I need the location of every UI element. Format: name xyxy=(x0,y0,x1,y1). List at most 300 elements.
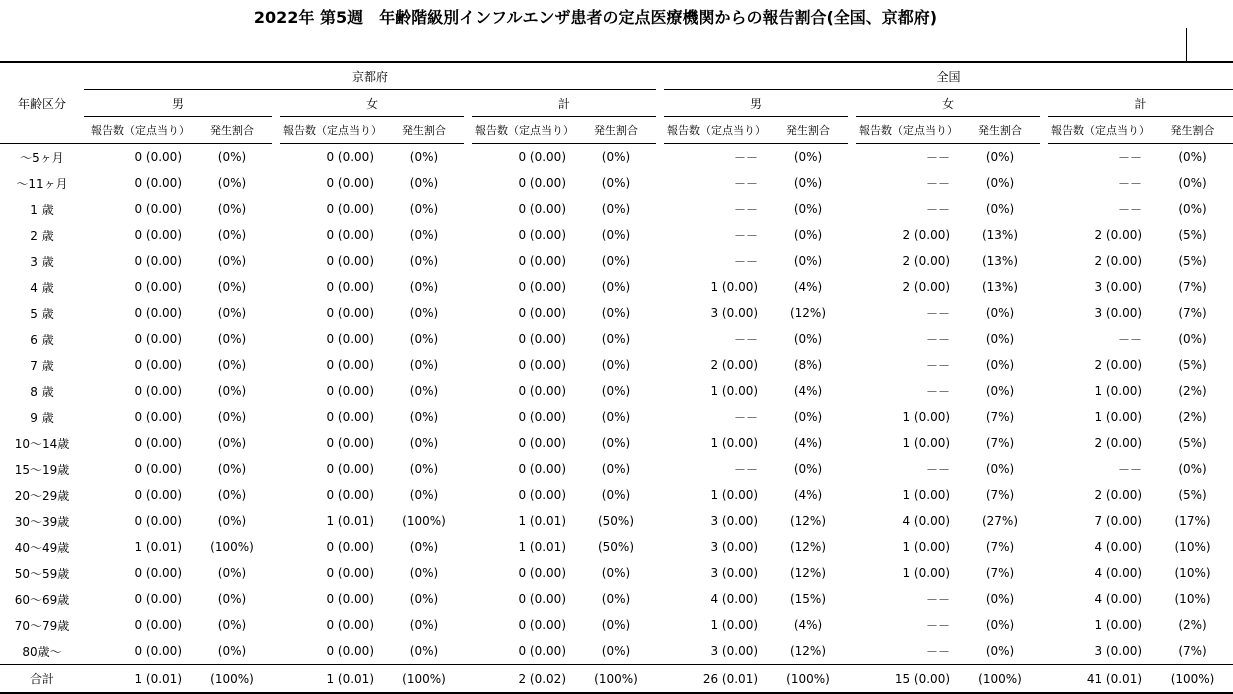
ratio-cell: (7%) xyxy=(985,410,1015,424)
ratio-cell: (7%) xyxy=(1178,644,1207,658)
report-count-cell: 0 (0.00) xyxy=(518,436,566,450)
column-gap xyxy=(464,665,472,694)
report-count-cell: 0 (0.00) xyxy=(518,488,566,502)
ratio-cell: (0%) xyxy=(217,592,247,606)
age-group-label: 6 歳 xyxy=(30,332,54,347)
table-row xyxy=(0,300,1233,326)
count-header: 報告数（定点当り） xyxy=(856,117,960,144)
ratio-cell: (0%) xyxy=(1178,462,1207,476)
report-count-cell: 0 (0.00) xyxy=(326,306,374,320)
report-count-cell: －－ xyxy=(734,462,759,477)
ratio-cell: (13%) xyxy=(981,280,1019,294)
table-row xyxy=(0,170,1233,196)
ratio-cell: (0%) xyxy=(217,228,247,242)
report-count-cell: 0 (0.00) xyxy=(518,358,566,372)
report-count-cell: －－ xyxy=(926,644,951,659)
ratio-cell: (0%) xyxy=(409,358,439,372)
column-gap xyxy=(272,326,280,352)
ratio-cell: (0%) xyxy=(793,150,823,164)
ratio-cell: (0%) xyxy=(1178,150,1207,164)
ratio-cell: (0%) xyxy=(601,462,631,476)
column-gap xyxy=(656,196,664,222)
column-gap xyxy=(1040,170,1048,196)
report-count-cell: 0 (0.00) xyxy=(326,436,374,450)
ratio-cell: (0%) xyxy=(601,488,631,502)
ratio-cell: (7%) xyxy=(985,436,1015,450)
ratio-cell: (0%) xyxy=(409,228,439,242)
column-gap xyxy=(848,665,856,694)
table-row xyxy=(0,456,1233,482)
report-count-cell: 1 (0.00) xyxy=(902,436,951,450)
report-count-cell: 3 (0.00) xyxy=(1094,306,1143,320)
column-gap xyxy=(848,534,856,560)
ratio-cell: (0%) xyxy=(217,358,247,372)
report-count-cell: 0 (0.00) xyxy=(134,618,182,632)
report-count-cell: 0 (0.00) xyxy=(326,150,374,164)
report-count-cell: 7 (0.00) xyxy=(1094,514,1143,528)
column-gap xyxy=(464,274,472,300)
ratio-cell: (0%) xyxy=(409,644,439,658)
age-group-label: ～11ヶ月 xyxy=(16,176,68,191)
column-gap xyxy=(1040,274,1048,300)
column-gap xyxy=(1040,430,1048,456)
age-group-header: 年齢区分 xyxy=(0,62,84,144)
ratio-cell: (0%) xyxy=(409,436,439,450)
column-gap xyxy=(656,482,664,508)
table-row xyxy=(0,378,1233,404)
report-count-cell: －－ xyxy=(734,150,759,165)
ratio-cell: (27%) xyxy=(981,514,1019,528)
ratio-cell: (0%) xyxy=(1178,332,1207,346)
column-gap xyxy=(1040,456,1048,482)
ratio-cell: (0%) xyxy=(409,384,439,398)
report-count-cell: －－ xyxy=(926,176,951,191)
report-count-cell: －－ xyxy=(1118,462,1143,477)
ratio-cell: (0%) xyxy=(217,176,247,190)
ratio-cell: (7%) xyxy=(1178,306,1207,320)
ratio-cell: (5%) xyxy=(1178,358,1207,372)
report-count-cell: 1 (0.01) xyxy=(84,665,192,694)
report-count-cell: －－ xyxy=(926,202,951,217)
column-gap xyxy=(656,586,664,612)
column-gap xyxy=(1040,560,1048,586)
ratio-cell: (10%) xyxy=(1174,566,1211,580)
column-gap xyxy=(272,170,280,196)
column-gap xyxy=(1040,665,1048,694)
report-count-cell: 0 (0.00) xyxy=(518,228,566,242)
column-gap xyxy=(464,326,472,352)
column-gap xyxy=(272,638,280,665)
column-gap xyxy=(848,300,856,326)
report-count-cell: 4 (0.00) xyxy=(1094,592,1143,606)
report-count-cell: 0 (0.00) xyxy=(134,566,182,580)
report-count-cell: 0 (0.00) xyxy=(134,644,182,658)
report-count-cell: 0 (0.00) xyxy=(518,306,566,320)
report-count-cell: 2 (0.00) xyxy=(710,358,759,372)
column-gap xyxy=(464,560,472,586)
report-count-cell: 0 (0.00) xyxy=(326,644,374,658)
report-count-cell: 0 (0.00) xyxy=(326,540,374,554)
age-group-label: ～5ヶ月 xyxy=(20,150,64,165)
column-gap xyxy=(848,144,856,171)
report-count-cell: 2 (0.00) xyxy=(902,280,951,294)
column-gap xyxy=(848,430,856,456)
column-gap xyxy=(1040,612,1048,638)
report-count-cell: －－ xyxy=(926,150,951,165)
report-count-cell: 0 (0.00) xyxy=(326,358,374,372)
table-row xyxy=(0,274,1233,300)
column-gap xyxy=(656,560,664,586)
report-count-cell: －－ xyxy=(734,202,759,217)
ratio-cell: (0%) xyxy=(601,228,631,242)
age-group-label: 4 歳 xyxy=(30,280,54,295)
age-group-label: 40～49歳 xyxy=(14,540,70,555)
count-header: 報告数（定点当り） xyxy=(472,117,576,144)
ratio-cell: (5%) xyxy=(1178,254,1207,268)
column-gap xyxy=(272,612,280,638)
ratio-cell: (0%) xyxy=(409,254,439,268)
ratio-cell: (0%) xyxy=(793,228,823,242)
ratio-cell: (100%) xyxy=(768,665,848,694)
ratio-cell: (0%) xyxy=(409,306,439,320)
ratio-cell: (10%) xyxy=(1174,540,1211,554)
report-count-cell: 0 (0.00) xyxy=(518,202,566,216)
ratio-cell: (0%) xyxy=(601,176,631,190)
report-count-cell: 0 (0.00) xyxy=(326,618,374,632)
ratio-header: 発生割合 xyxy=(384,117,464,144)
age-group-label: 80歳～ xyxy=(22,644,62,659)
ratio-cell: (0%) xyxy=(409,332,439,346)
ratio-cell: (0%) xyxy=(409,488,439,502)
column-gap xyxy=(272,560,280,586)
report-count-cell: 1 (0.00) xyxy=(710,280,759,294)
column-gap xyxy=(656,144,664,171)
column-gap xyxy=(272,482,280,508)
column-gap xyxy=(272,586,280,612)
ratio-cell: (0%) xyxy=(1178,202,1207,216)
total-row xyxy=(0,665,1233,694)
report-count-cell: 1 (0.00) xyxy=(902,488,951,502)
column-gap xyxy=(656,430,664,456)
column-gap xyxy=(1040,222,1048,248)
column-gap xyxy=(464,586,472,612)
column-gap xyxy=(1040,508,1048,534)
column-gap xyxy=(656,404,664,430)
ratio-cell: (0%) xyxy=(217,410,247,424)
column-gap xyxy=(464,456,472,482)
column-gap xyxy=(848,196,856,222)
report-count-cell: 1 (0.00) xyxy=(1094,384,1143,398)
report-count-cell: 2 (0.00) xyxy=(902,254,951,268)
ratio-cell: (0%) xyxy=(409,618,439,632)
report-count-cell: －－ xyxy=(734,228,759,243)
column-gap xyxy=(848,508,856,534)
ratio-cell: (0%) xyxy=(409,592,439,606)
report-count-cell: 2 (0.00) xyxy=(1094,488,1143,502)
ratio-cell: (0%) xyxy=(601,358,631,372)
ratio-cell: (0%) xyxy=(409,176,439,190)
column-gap xyxy=(848,638,856,665)
ratio-cell: (12%) xyxy=(789,306,827,320)
ratio-cell: (100%) xyxy=(402,514,446,528)
ratio-cell: (0%) xyxy=(601,306,631,320)
column-gap xyxy=(1040,196,1048,222)
ratio-cell: (0%) xyxy=(985,150,1015,164)
age-group-label: 20～29歳 xyxy=(14,488,70,503)
sex-header-female: 女 xyxy=(280,90,464,117)
ratio-cell: (0%) xyxy=(985,618,1015,632)
report-count-cell: 1 (0.01) xyxy=(326,514,374,528)
column-gap xyxy=(272,534,280,560)
report-count-cell: 0 (0.00) xyxy=(134,358,182,372)
ratio-cell: (0%) xyxy=(985,592,1015,606)
ratio-cell: (2%) xyxy=(1178,410,1207,424)
column-gap xyxy=(848,482,856,508)
ratio-cell: (0%) xyxy=(793,332,823,346)
age-group-label: 7 歳 xyxy=(30,358,54,373)
report-count-cell: 1 (0.00) xyxy=(710,488,759,502)
ratio-cell: (0%) xyxy=(409,150,439,164)
report-count-cell: －－ xyxy=(734,410,759,425)
ratio-cell: (0%) xyxy=(409,202,439,216)
report-count-cell: 0 (0.00) xyxy=(326,566,374,580)
report-count-cell: 0 (0.00) xyxy=(134,150,182,164)
ratio-cell: (0%) xyxy=(601,410,631,424)
report-count-cell: 0 (0.00) xyxy=(326,280,374,294)
ratio-cell: (15%) xyxy=(789,592,827,606)
report-count-cell: 0 (0.00) xyxy=(518,462,566,476)
column-gap xyxy=(848,378,856,404)
column-gap xyxy=(656,378,664,404)
ratio-cell: (100%) xyxy=(960,665,1040,694)
ratio-cell: (0%) xyxy=(1178,176,1207,190)
table-row xyxy=(0,638,1233,665)
column-gap xyxy=(656,326,664,352)
column-gap xyxy=(1040,144,1048,171)
region-header-row xyxy=(0,62,1233,90)
ratio-cell: (0%) xyxy=(793,254,823,268)
report-count-cell: 0 (0.00) xyxy=(134,332,182,346)
column-gap xyxy=(1040,248,1048,274)
report-count-cell: 0 (0.00) xyxy=(518,332,566,346)
report-count-cell: 1 (0.00) xyxy=(710,618,759,632)
ratio-header: 発生割合 xyxy=(768,117,848,144)
ratio-cell: (0%) xyxy=(217,462,247,476)
report-count-cell: 0 (0.00) xyxy=(518,618,566,632)
column-gap xyxy=(464,482,472,508)
report-count-cell: 4 (0.00) xyxy=(1094,540,1143,554)
ratio-cell: (0%) xyxy=(985,462,1015,476)
sex-header-total: 計 xyxy=(1048,90,1233,117)
report-count-cell: 1 (0.00) xyxy=(710,436,759,450)
column-gap xyxy=(848,222,856,248)
ratio-cell: (17%) xyxy=(1174,514,1211,528)
column-gap xyxy=(272,248,280,274)
table-row xyxy=(0,352,1233,378)
region-national-header: 全国 xyxy=(664,62,1233,90)
table-row xyxy=(0,430,1233,456)
ratio-cell: (0%) xyxy=(217,202,247,216)
report-count-cell: 0 (0.00) xyxy=(134,488,182,502)
ratio-cell: (0%) xyxy=(217,618,247,632)
column-gap xyxy=(272,430,280,456)
column-gap xyxy=(656,638,664,665)
report-count-cell: 0 (0.00) xyxy=(326,176,374,190)
ratio-cell: (0%) xyxy=(409,540,439,554)
table-row xyxy=(0,404,1233,430)
column-gap xyxy=(272,196,280,222)
age-group-label: 9 歳 xyxy=(30,410,54,425)
report-count-cell: 0 (0.00) xyxy=(518,410,566,424)
age-group-label: 3 歳 xyxy=(30,254,54,269)
ratio-cell: (0%) xyxy=(793,410,823,424)
ratio-cell: (0%) xyxy=(985,358,1015,372)
ratio-cell: (10%) xyxy=(1174,592,1211,606)
ratio-cell: (0%) xyxy=(601,332,631,346)
report-count-cell: －－ xyxy=(1118,176,1143,191)
ratio-cell: (0%) xyxy=(985,644,1015,658)
report-count-cell: 0 (0.00) xyxy=(134,306,182,320)
column-gap xyxy=(464,170,472,196)
ratio-cell: (0%) xyxy=(601,202,631,216)
column-gap xyxy=(464,300,472,326)
sex-header-male: 男 xyxy=(84,90,272,117)
ratio-header: 発生割合 xyxy=(1152,117,1233,144)
ratio-cell: (0%) xyxy=(985,306,1015,320)
ratio-header: 発生割合 xyxy=(192,117,272,144)
column-gap xyxy=(848,274,856,300)
table-row xyxy=(0,326,1233,352)
report-count-cell: 0 (0.00) xyxy=(134,176,182,190)
report-count-cell: －－ xyxy=(926,592,951,607)
report-count-cell: 3 (0.00) xyxy=(1094,644,1143,658)
column-gap xyxy=(656,300,664,326)
column-gap xyxy=(1040,586,1048,612)
column-gap xyxy=(656,456,664,482)
ratio-cell: (0%) xyxy=(217,644,247,658)
report-count-cell: 1 (0.00) xyxy=(902,410,951,424)
report-count-cell: 0 (0.00) xyxy=(326,488,374,502)
column-gap xyxy=(848,352,856,378)
column-gap xyxy=(272,222,280,248)
column-gap xyxy=(1040,638,1048,665)
ratio-cell: (0%) xyxy=(601,644,631,658)
report-count-cell: 1 (0.00) xyxy=(902,566,951,580)
column-gap xyxy=(848,612,856,638)
report-count-cell: 1 (0.00) xyxy=(902,540,951,554)
column-gap xyxy=(656,534,664,560)
column-gap xyxy=(272,378,280,404)
report-count-cell: －－ xyxy=(734,176,759,191)
ratio-cell: (0%) xyxy=(601,150,631,164)
ratio-header: 発生割合 xyxy=(960,117,1040,144)
column-gap xyxy=(272,508,280,534)
column-gap xyxy=(848,456,856,482)
report-count-cell: －－ xyxy=(926,618,951,633)
report-count-cell: －－ xyxy=(926,332,951,347)
report-count-cell: 0 (0.00) xyxy=(134,228,182,242)
count-header: 報告数（定点当り） xyxy=(1048,117,1152,144)
report-count-cell: 1 (0.01) xyxy=(518,514,566,528)
column-gap xyxy=(464,196,472,222)
table-row xyxy=(0,222,1233,248)
column-gap xyxy=(1040,352,1048,378)
table-row xyxy=(0,534,1233,560)
report-count-cell: 0 (0.00) xyxy=(326,384,374,398)
ratio-cell: (5%) xyxy=(1178,488,1207,502)
column-gap xyxy=(464,144,472,171)
ratio-cell: (0%) xyxy=(409,410,439,424)
ratio-cell: (50%) xyxy=(597,514,635,528)
report-count-cell: 1 (0.00) xyxy=(710,384,759,398)
report-count-cell: 0 (0.00) xyxy=(134,410,182,424)
table-row xyxy=(0,482,1233,508)
table-row xyxy=(0,586,1233,612)
ratio-cell: (0%) xyxy=(985,202,1015,216)
ratio-cell: (0%) xyxy=(601,254,631,268)
column-gap xyxy=(656,352,664,378)
ratio-cell: (5%) xyxy=(1178,228,1207,242)
report-count-cell: 0 (0.00) xyxy=(518,254,566,268)
ratio-cell: (0%) xyxy=(217,514,247,528)
ratio-cell: (0%) xyxy=(217,150,247,164)
column-gap xyxy=(272,665,280,694)
table-row xyxy=(0,560,1233,586)
column-gap xyxy=(272,274,280,300)
column-gap xyxy=(464,378,472,404)
report-count-cell: 4 (0.00) xyxy=(902,514,951,528)
column-gap xyxy=(272,144,280,171)
column-gap xyxy=(1040,378,1048,404)
report-count-cell: 2 (0.00) xyxy=(1094,436,1143,450)
column-gap xyxy=(848,170,856,196)
ratio-cell: (50%) xyxy=(597,540,635,554)
age-group-label: 1 歳 xyxy=(30,202,54,217)
report-count-cell: 0 (0.00) xyxy=(134,462,182,476)
ratio-cell: (13%) xyxy=(981,228,1019,242)
report-count-cell: －－ xyxy=(926,306,951,321)
age-group-label: 2 歳 xyxy=(30,228,54,243)
report-count-cell: 26 (0.01) xyxy=(664,665,768,694)
report-count-cell: －－ xyxy=(1118,332,1143,347)
ratio-cell: (0%) xyxy=(985,332,1015,346)
report-count-cell: 0 (0.00) xyxy=(134,592,182,606)
column-gap xyxy=(464,222,472,248)
ratio-cell: (0%) xyxy=(793,462,823,476)
sex-header-male: 男 xyxy=(664,90,848,117)
report-count-cell: 15 (0.00) xyxy=(856,665,960,694)
report-count-cell: 2 (0.00) xyxy=(1094,254,1143,268)
report-count-cell: 0 (0.00) xyxy=(134,202,182,216)
report-count-cell: 3 (0.00) xyxy=(710,566,759,580)
column-gap xyxy=(464,508,472,534)
column-gap xyxy=(464,534,472,560)
column-gap xyxy=(1040,534,1048,560)
ratio-cell: (0%) xyxy=(409,280,439,294)
ratio-cell: (0%) xyxy=(601,280,631,294)
report-count-cell: 3 (0.00) xyxy=(710,644,759,658)
report-count-cell: 0 (0.00) xyxy=(518,592,566,606)
report-count-cell: 0 (0.00) xyxy=(134,436,182,450)
ratio-cell: (7%) xyxy=(985,488,1015,502)
ratio-cell: (4%) xyxy=(793,436,823,450)
report-count-cell: 4 (0.00) xyxy=(1094,566,1143,580)
ratio-cell: (0%) xyxy=(217,384,247,398)
ratio-cell: (0%) xyxy=(601,566,631,580)
influenza-report-table xyxy=(0,61,1233,694)
table-row xyxy=(0,508,1233,534)
column-gap xyxy=(464,248,472,274)
